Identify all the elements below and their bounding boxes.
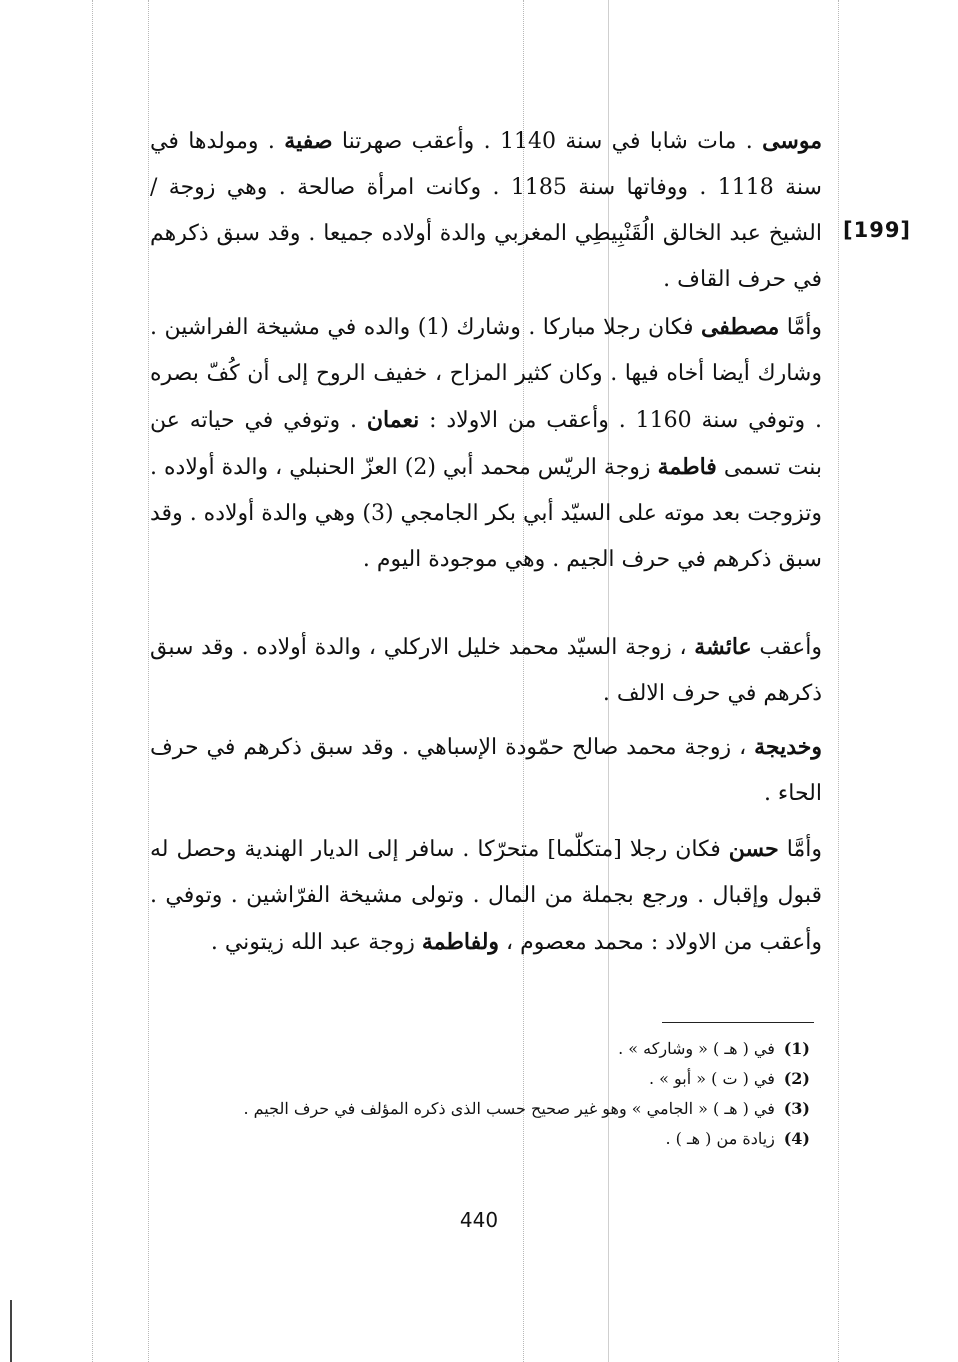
margin-folio-number: [199] [843,218,912,242]
person-name: مصطفى [700,314,780,340]
person-name: موسى [762,128,822,154]
footnote-marker: (3) [783,1099,810,1118]
scan-edge-mark [10,1300,12,1362]
paragraph-text [150,118,822,303]
page-number: 440 [459,1208,499,1232]
footnotes [150,1036,810,1156]
footnote-text: في ( هـ ) « وشاركه » . [618,1039,775,1058]
text-run: . ومولدها في سنة 1118 . ووفاتها سنة 1185 . وكانت امرأة صالحة . وهي زوجة / الشيخ عبد الخالق الُقَنْبِيطِي المغربي والدة أولاده جميعا . وقد سبق ذكرهم في حرف القاف . [150,129,822,292]
paragraph-mustafa [150,304,822,583]
paragraph-text [150,624,822,717]
paragraph-khadija [150,724,822,817]
footnote-text: زيادة من ( هـ ) . [665,1129,775,1148]
footnote-marker: (2) [783,1069,810,1088]
paragraph-hasan [150,826,822,966]
paragraph-aisha [150,624,822,717]
scan-guide-line [148,0,149,1362]
person-name: وخديجة [754,734,822,760]
text-run: فكان رجلا مباركا . وشارك (1) والده في مشيخة الفراشين . وشارك أيضا أخاه فيها . وكان كثير المزاح ، خفيف الروح إلى أن كُفّ بصره . وتوفي سنة 1160 . وأعقب من الاولاد : [150,315,823,433]
person-name: حسن [728,836,779,862]
paragraph-text [150,724,822,817]
text-run: وأمَّا [778,837,822,862]
text-run: وأمَّا [779,315,823,340]
person-name: صفية [284,128,333,154]
footnote [150,1066,810,1092]
paragraph-musa [150,118,822,303]
person-name: فاطمة [657,454,717,480]
person-name: عائشة [694,634,752,660]
paragraph-text [150,826,822,966]
paragraph-text [150,304,822,583]
text-run: ، زوجة محمد صالح حمّودة الإسباهي . وقد سبق ذكرهم في حرف الحاء . [150,735,822,806]
footnote-marker: (4) [783,1129,810,1148]
footnote-marker: (1) [783,1039,810,1058]
text-run: . مات شابا في سنة 1140 . وأعقب صهرتنا [332,129,763,154]
scan-guide-line [92,0,93,1362]
scan-guide-line [838,0,839,1362]
text-run: فكان رجلا [متكلّما] متحرّكا . سافر إلى الديار الهندية وحصل له قبول وإقبال . ورجع بجملة من المال . وتولى مشيخة الفرّاشين . وتوفي . وأعقب من الاولاد : محمد معصوم ، [150,837,822,955]
footnote [150,1036,810,1062]
footnote-text: في ( هـ ) « الجامي » وهو غير صحيح حسب الذى ذكره المؤلف في حرف الجيم . [243,1099,775,1118]
text-run: زوجة عبد الله زيتوني . [210,930,422,955]
footnote [150,1096,810,1122]
person-name: نعمان [366,407,420,433]
footnote-text: في ( ت ) « أبو » . [648,1069,775,1088]
text-run: زوجة الريّس محمد أبي (2) العزّ الحنبلي ، والدة أولاده . وتزوجت بعد موته على السيّد أبي بكر الجامجي (3) وهي والدة أولاده . وقد سبق ذكرهم في حرف الجيم . وهي موجودة اليوم . [150,455,822,572]
text-run: وأعقب [751,635,822,660]
footnote-separator [662,1022,814,1023]
footnote [150,1126,810,1152]
person-name: ولفاطمة [421,929,500,955]
text-run: ، زوجة السيّد محمد خليل الاركلي ، والدة أولاده . وقد سبق ذكرهم في حرف الالف . [150,635,822,706]
text-run: . وتوفي في حياته عن بنت تسمى [150,408,822,480]
